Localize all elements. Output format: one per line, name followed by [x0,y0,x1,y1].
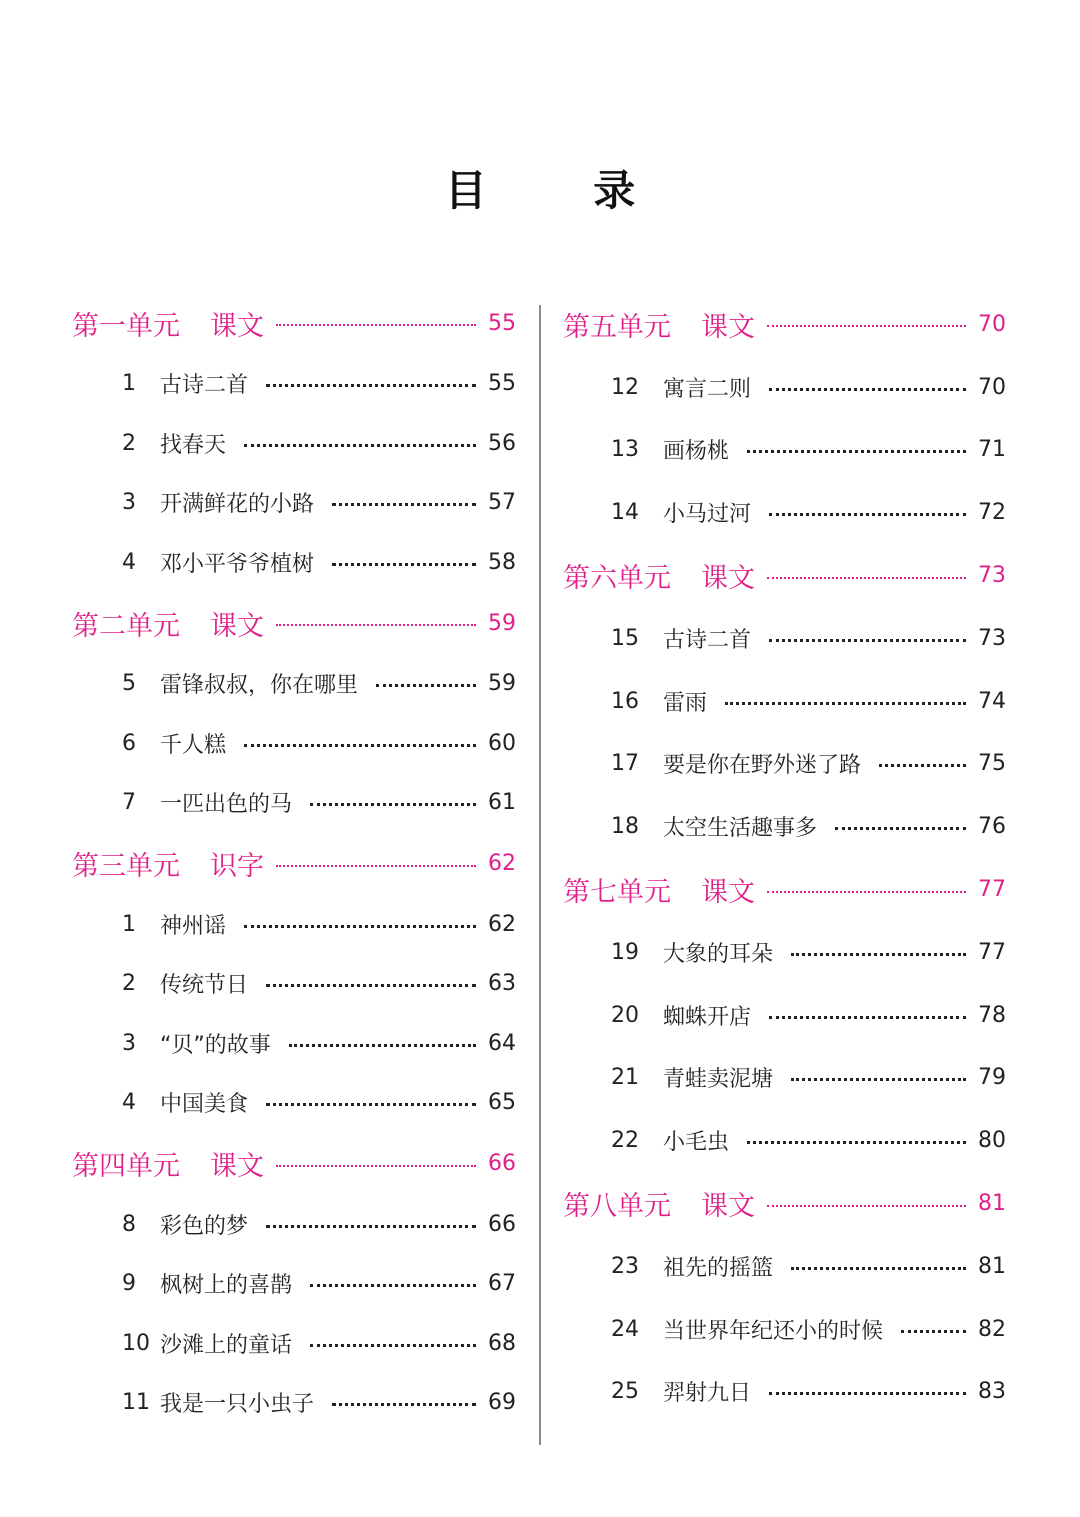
toc-unit-heading[interactable] [563,544,1006,608]
toc-lesson-entry[interactable] [563,984,1006,1047]
page-number: 80 [978,1127,1006,1153]
toc-lesson-entry[interactable] [72,773,516,833]
lesson-number: 20 [611,1002,639,1028]
toc-lesson-entry[interactable] [72,1014,516,1074]
lesson-title: 寓言二则 [663,376,752,402]
unit-category: 课文 [210,610,264,642]
toc-lesson-entry[interactable] [563,670,1006,733]
page-number: 55 [488,371,516,397]
dot-leader [276,1165,476,1167]
lesson-number: 13 [611,437,639,463]
page-title: 目 录 [444,166,682,215]
lesson-number: 2 [122,971,136,997]
dot-leader [332,503,476,506]
lesson-title: 开满鲜花的小路 [160,492,315,518]
lesson-number: 14 [611,499,639,525]
lesson-number: 15 [611,626,639,652]
toc-lesson-entry[interactable] [72,1254,516,1314]
dot-leader [747,450,966,453]
lesson-title: 邓小平爷爷植树 [160,551,315,577]
dot-leader [310,1284,476,1287]
page-number: 66 [488,1211,516,1237]
unit-name: 第一单元 [72,310,180,342]
toc-lesson-entry[interactable] [72,473,516,533]
toc-lesson-entry[interactable] [72,654,516,714]
page-number: 59 [488,671,516,697]
dot-leader [791,1078,966,1081]
dot-leader [767,1205,966,1207]
toc-right-column [563,292,1006,1423]
dot-leader [276,624,476,626]
page-number: 64 [488,1030,516,1056]
page-number: 70 [978,374,1006,400]
lesson-title: 祖先的摇篮 [663,1256,774,1282]
toc-lesson-entry[interactable] [72,1073,516,1133]
page-number: 68 [488,1330,516,1356]
toc-unit-heading[interactable] [563,292,1006,356]
dot-leader [276,324,476,326]
page-number: 82 [978,1316,1006,1342]
lesson-number: 9 [122,1271,136,1297]
lesson-number: 25 [611,1379,639,1405]
page-number: 74 [978,688,1006,714]
lesson-number: 8 [122,1211,136,1237]
dot-leader [791,1267,966,1270]
unit-category: 课文 [701,563,755,594]
toc-lesson-entry[interactable] [563,733,1006,796]
page-number: 67 [488,1271,516,1297]
page-number: 58 [488,549,516,575]
page-number: 76 [978,813,1006,839]
dot-leader [376,684,476,687]
lesson-number: 7 [122,790,136,816]
lesson-number: 6 [122,730,136,756]
lesson-number: 1 [122,911,136,937]
lesson-title: “贝”的故事 [160,1032,271,1058]
unit-category: 识字 [210,851,264,882]
lesson-title: 枫树上的喜鹊 [160,1273,293,1299]
unit-name: 第四单元 [72,1151,180,1182]
dot-leader [266,1225,476,1228]
toc-lesson-entry[interactable] [563,481,1006,544]
page-number: 62 [488,911,516,937]
lesson-number: 12 [611,374,639,400]
dot-leader [769,1016,966,1019]
page-number: 73 [978,626,1006,652]
lesson-title: 沙滩上的童话 [160,1332,293,1358]
lesson-title: 青蛙卖泥塘 [663,1067,774,1093]
unit-name: 第七单元 [563,877,671,908]
toc-unit-heading[interactable] [563,1172,1006,1236]
page-number: 77 [978,940,1006,966]
unit-category: 课文 [701,877,755,908]
lesson-title: 我是一只小虫子 [160,1392,315,1418]
page-number: 72 [978,499,1006,525]
dot-leader [332,1403,476,1406]
dot-leader [289,1044,476,1047]
lesson-number: 16 [611,688,639,714]
page-number: 75 [978,751,1006,777]
page-number: 69 [488,1390,516,1416]
toc-unit-heading[interactable] [72,1133,516,1195]
lesson-title: 神州谣 [160,913,227,939]
page-number: 59 [488,610,516,636]
lesson-title: 要是你在野外迷了路 [663,753,862,779]
unit-category: 课文 [210,310,264,342]
toc-unit-heading[interactable] [72,292,516,354]
dot-leader [266,1103,476,1106]
lesson-title: 雷锋叔叔，你在哪里 [160,673,359,699]
dot-leader [244,925,476,928]
toc-lesson-entry[interactable] [563,1361,1006,1424]
dot-leader [769,1392,966,1395]
toc-lesson-entry[interactable] [72,714,516,774]
dot-leader [276,865,476,867]
toc-lesson-entry[interactable] [563,1298,1006,1361]
lesson-number: 4 [122,1090,136,1116]
lesson-number: 10 [122,1330,150,1356]
dot-leader [266,984,476,987]
toc-lesson-entry[interactable] [72,354,516,414]
dot-leader [769,639,966,642]
page-number: 66 [488,1151,516,1176]
dot-leader [791,953,966,956]
lesson-number: 22 [611,1127,639,1153]
page-number: 81 [978,1191,1006,1216]
dot-leader [244,744,476,747]
dot-leader [725,702,966,705]
toc-lesson-entry[interactable] [563,608,1006,671]
unit-name: 第二单元 [72,610,180,642]
dot-leader [769,388,966,391]
lesson-title: 一匹出色的马 [160,792,293,818]
page-number: 62 [488,851,516,876]
dot-leader [310,803,476,806]
toc-lesson-entry[interactable] [72,1373,516,1433]
dot-leader [310,1344,476,1347]
dot-leader [747,1141,966,1144]
lesson-title: 传统节日 [160,973,249,999]
lesson-title: 当世界年纪还小的时候 [663,1318,884,1344]
toc-lesson-entry[interactable] [72,414,516,474]
lesson-number: 3 [122,1030,136,1056]
lesson-number: 4 [122,549,136,575]
lesson-title: 千人糕 [160,732,227,758]
toc-lesson-entry[interactable] [563,1047,1006,1110]
unit-name: 第八单元 [563,1191,671,1222]
lesson-number: 17 [611,751,639,777]
unit-category: 课文 [701,1191,755,1222]
dot-leader [879,764,966,767]
page-number: 60 [488,730,516,756]
lesson-number: 19 [611,940,639,966]
dot-leader [767,577,966,579]
page-number: 70 [978,311,1006,337]
lesson-title: 中国美食 [160,1092,249,1118]
dot-leader [901,1330,966,1333]
toc-unit-heading[interactable] [72,592,516,654]
toc-lesson-entry[interactable] [563,1109,1006,1172]
page-number: 83 [978,1379,1006,1405]
unit-name: 第五单元 [563,311,671,343]
lesson-title: 古诗二首 [663,628,752,654]
column-divider [539,305,541,1445]
page-number: 55 [488,310,516,336]
page-number: 57 [488,490,516,516]
page-number: 77 [978,877,1006,902]
toc-lesson-entry[interactable] [72,1314,516,1374]
toc-lesson-entry[interactable] [563,356,1006,419]
lesson-title: 画杨桃 [663,439,730,465]
dot-leader [332,563,476,566]
lesson-number: 3 [122,490,136,516]
lesson-title: 小马过河 [663,501,752,527]
dot-leader [835,827,966,830]
toc-unit-heading[interactable] [563,858,1006,922]
page-number: 56 [488,430,516,456]
page-number: 61 [488,790,516,816]
toc-lesson-entry[interactable] [72,954,516,1014]
lesson-number: 24 [611,1316,639,1342]
lesson-number: 2 [122,430,136,456]
dot-leader [767,325,966,327]
dot-leader [266,384,476,387]
dot-leader [769,513,966,516]
toc-lesson-entry[interactable] [563,419,1006,482]
lesson-title: 古诗二首 [160,373,249,399]
toc-lesson-entry[interactable] [72,533,516,593]
page-number: 73 [978,563,1006,588]
lesson-title: 蜘蛛开店 [663,1004,752,1030]
unit-category: 课文 [210,1151,264,1182]
lesson-number: 11 [122,1390,150,1416]
page-number: 81 [978,1254,1006,1280]
dot-leader [244,444,476,447]
lesson-number: 1 [122,371,136,397]
page-number: 65 [488,1090,516,1116]
lesson-title: 彩色的梦 [160,1213,249,1239]
lesson-title: 羿射九日 [663,1381,752,1407]
toc-lesson-entry[interactable] [72,1195,516,1255]
lesson-title: 雷雨 [663,690,708,716]
lesson-number: 5 [122,671,136,697]
lesson-number: 23 [611,1254,639,1280]
toc-lesson-entry[interactable] [563,1236,1006,1299]
lesson-number: 21 [611,1065,639,1091]
page-number: 71 [978,437,1006,463]
lesson-title: 太空生活趣事多 [663,815,818,841]
toc-lesson-entry[interactable] [72,895,516,955]
page-number: 79 [978,1065,1006,1091]
unit-name: 第三单元 [72,851,180,882]
toc-unit-heading[interactable] [72,833,516,895]
unit-category: 课文 [701,311,755,343]
dot-leader [767,891,966,893]
unit-name: 第六单元 [563,563,671,594]
lesson-title: 找春天 [160,432,227,458]
lesson-title: 小毛虫 [663,1129,730,1155]
lesson-title: 大象的耳朵 [663,942,774,968]
page-number: 78 [978,1002,1006,1028]
toc-lesson-entry[interactable] [563,922,1006,985]
toc-lesson-entry[interactable] [563,795,1006,858]
lesson-number: 18 [611,813,639,839]
toc-left-column [72,292,516,1433]
page-number: 63 [488,971,516,997]
